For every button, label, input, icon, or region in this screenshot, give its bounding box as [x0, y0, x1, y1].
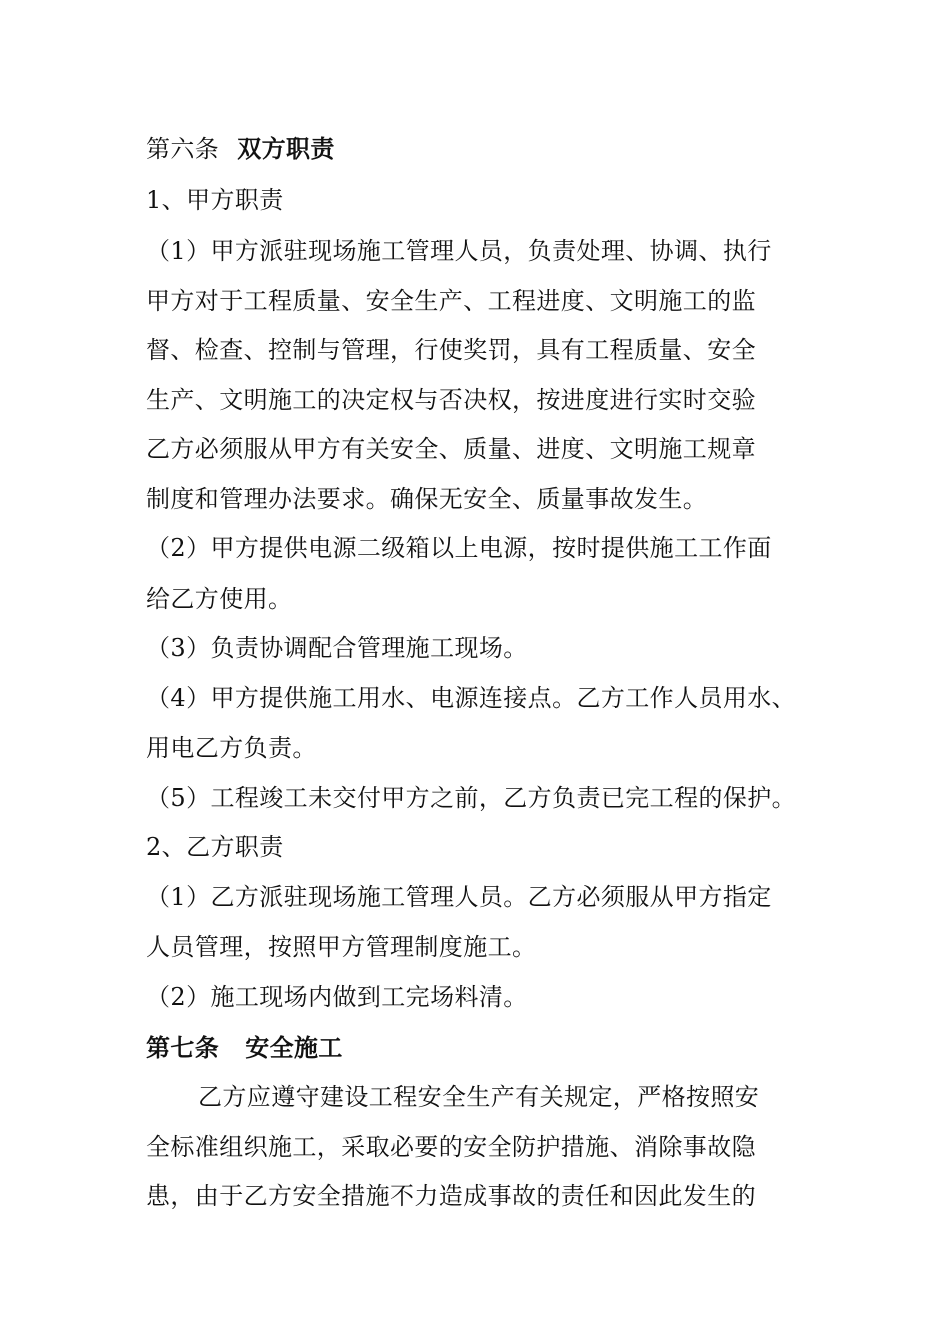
section-1-line: （5）工程竣工未交付甲方之前，乙方负责已完工程的保护。: [146, 784, 797, 812]
section-1-line: 生产、文明施工的决定权与否决权，按进度进行实时交验: [146, 386, 756, 414]
section-2-heading: 2、乙方职责: [146, 833, 284, 861]
section-1-line: 制度和管理办法要求。确保无安全、质量事故发生。: [146, 485, 708, 513]
section-1-line: 给乙方使用。: [146, 585, 293, 613]
section-1-line: （3）负责协调配合管理施工现场。: [146, 634, 528, 662]
article-7-title: 安全施工: [245, 1033, 343, 1062]
section-1-line: 用电乙方负责。: [146, 734, 317, 762]
article-7-line: 全标准组织施工，采取必要的安全防护措施、消除事故隐: [146, 1133, 756, 1161]
article-6-heading: [146, 134, 335, 164]
article-7-number: 第七条: [146, 1033, 220, 1062]
section-2-line: （1）乙方派驻现场施工管理人员。乙方必须服从甲方指定: [146, 883, 772, 911]
article-6-number: 第六条: [146, 135, 220, 163]
article-7-line: 乙方应遵守建设工程安全生产有关规定，严格按照安: [198, 1083, 760, 1111]
section-1-line: （4）甲方提供施工用水、电源连接点。乙方工作人员用水、: [146, 684, 797, 712]
section-1-line: 乙方必须服从甲方有关安全、质量、进度、文明施工规章: [146, 435, 756, 463]
section-1-line: 甲方对于工程质量、安全生产、工程进度、文明施工的监: [146, 287, 756, 315]
section-2-line: （2）施工现场内做到工完场料清。: [146, 983, 528, 1011]
section-1-heading: 1、甲方职责: [146, 186, 284, 214]
article-7-heading: [146, 1033, 343, 1063]
section-1-line: 督、检查、控制与管理，行使奖罚，具有工程质量、安全: [146, 336, 756, 364]
article-7-line: 患，由于乙方安全措施不力造成事故的责任和因此发生的: [146, 1182, 756, 1210]
section-1-line: （1）甲方派驻现场施工管理人员，负责处理、协调、执行: [146, 237, 772, 265]
article-6-title: 双方职责: [237, 134, 335, 163]
section-2-line: 人员管理，按照甲方管理制度施工。: [146, 933, 537, 961]
section-1-line: （2）甲方提供电源二级箱以上电源，按时提供施工工作面: [146, 534, 772, 562]
